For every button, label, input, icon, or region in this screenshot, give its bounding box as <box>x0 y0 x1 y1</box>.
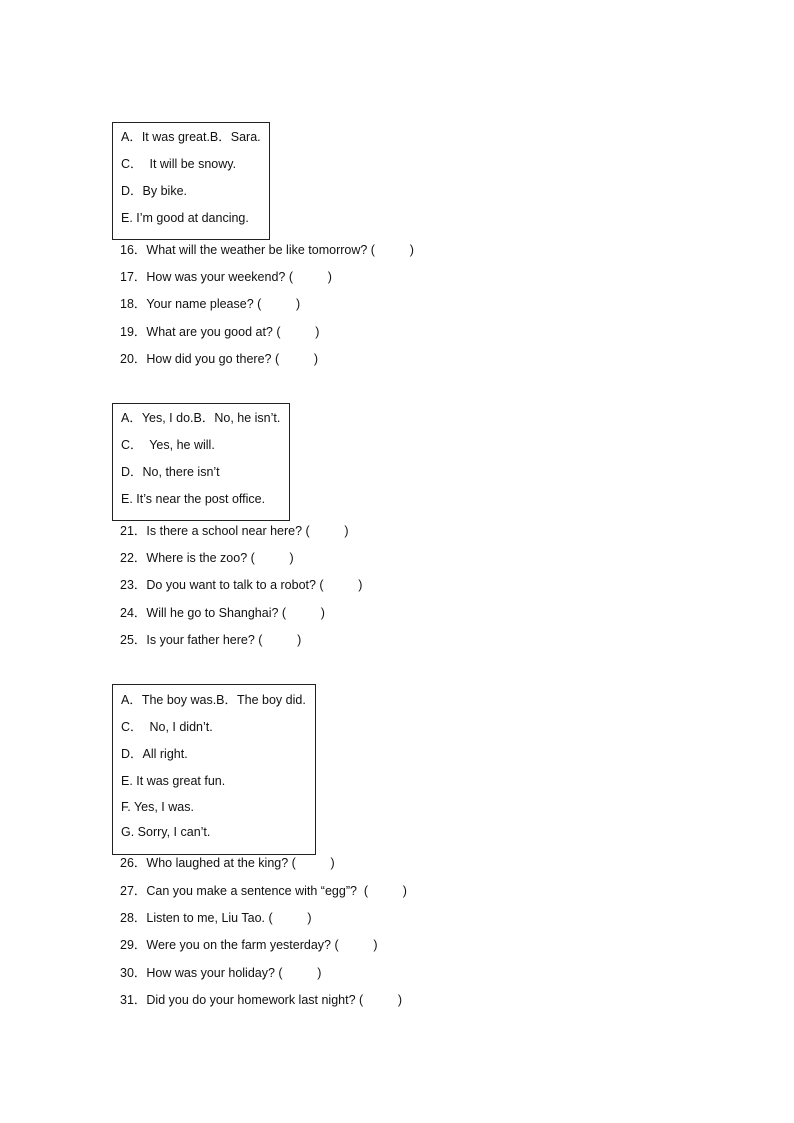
question-23: 23．Do you want to talk to a robot? ( ) <box>120 578 363 592</box>
option-line: A．It was great.B．Sara. <box>121 130 261 144</box>
question-30: 30．How was your holiday? ( ) <box>120 966 322 980</box>
question-28: 28．Listen to me, Liu Tao. ( ) <box>120 911 312 925</box>
question-27: 27．Can you make a sentence with “egg”? ( ) <box>120 884 407 898</box>
question-20: 20．How did you go there? ( ) <box>120 352 319 366</box>
question-16: 16．What will the weather be like tomorrow? ( ) <box>120 243 414 257</box>
option-line: C． Yes, he will. <box>121 438 215 452</box>
question-25: 25．Is your father here? ( ) <box>120 633 302 647</box>
question-19: 19．What are you good at? ( ) <box>120 325 320 339</box>
question-22: 22．Where is the zoo? ( ) <box>120 551 294 565</box>
question-24: 24．Will he go to Shanghai? ( ) <box>120 606 325 620</box>
question-26: 26．Who laughed at the king? ( ) <box>120 856 335 870</box>
option-line: C． No, I didn’t. <box>121 720 213 734</box>
option-line: A．Yes, I do.B．No, he isn’t. <box>121 411 281 425</box>
question-31: 31．Did you do your homework last night? ( ) <box>120 993 403 1007</box>
question-17: 17．How was your weekend? ( ) <box>120 270 332 284</box>
options-box-2 <box>112 403 290 521</box>
option-line: D．All right. <box>121 747 188 761</box>
question-21: 21．Is there a school near here? ( ) <box>120 524 349 538</box>
option-line: G. Sorry, I can’t. <box>121 825 211 839</box>
option-line: F. Yes, I was. <box>121 800 194 814</box>
question-18: 18．Your name please? ( ) <box>120 297 301 311</box>
option-line: E. It’s near the post office. <box>121 492 266 506</box>
option-line: A．The boy was.B．The boy did. <box>121 693 306 707</box>
options-box-1 <box>112 122 270 240</box>
option-line: D．By bike. <box>121 184 187 198</box>
option-line: D．No, there isn’t <box>121 465 220 479</box>
option-line: C． It will be snowy. <box>121 157 237 171</box>
question-29: 29．Were you on the farm yesterday? ( ) <box>120 938 378 952</box>
option-line: E. It was great fun. <box>121 774 226 788</box>
option-line: E. I’m good at dancing. <box>121 211 249 225</box>
options-box-3 <box>112 684 316 855</box>
